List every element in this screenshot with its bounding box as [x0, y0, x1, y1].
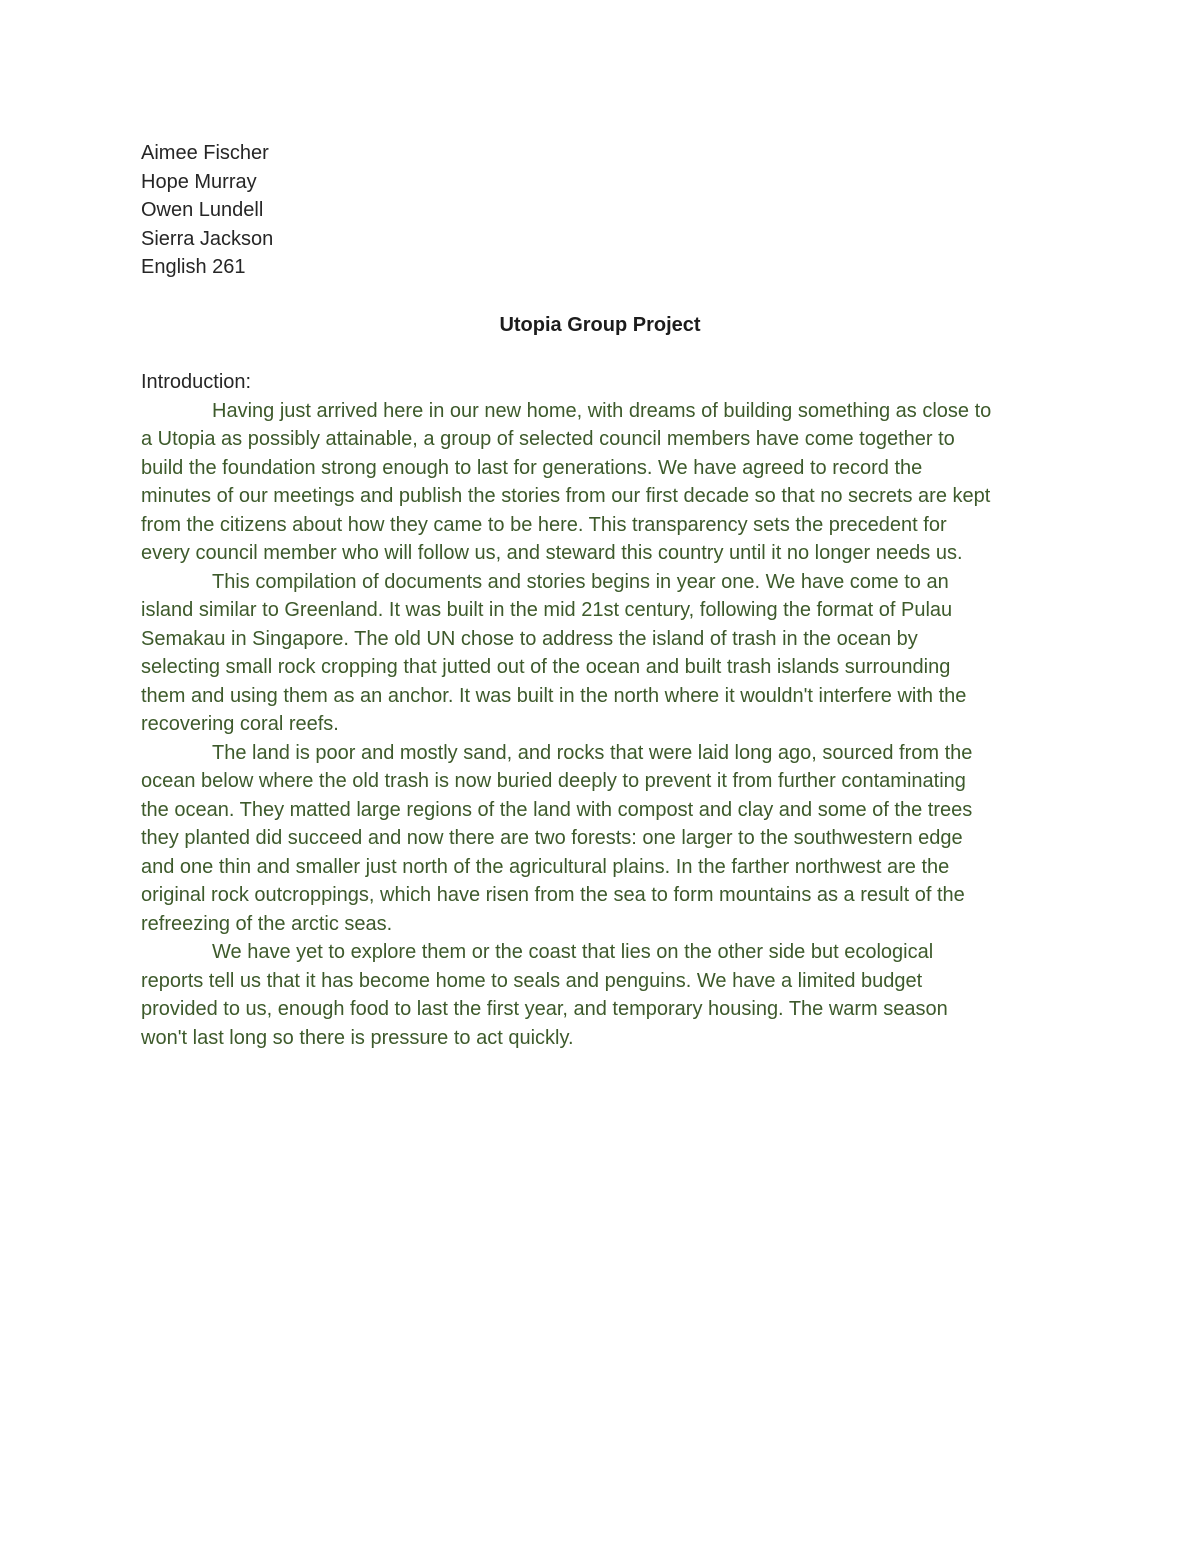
paragraph-line: reports tell us that it has become home to seals and penguins. We have a limited budget: [141, 969, 923, 992]
paragraph-line: from the citizens about how they came to be here. This transparency sets the precedent for: [141, 513, 947, 536]
author-name: Owen Lundell: [141, 199, 264, 221]
author-name: Hope Murray: [141, 170, 257, 193]
paragraph-line: build the foundation strong enough to last for generations. We have agreed to record the: [141, 456, 923, 479]
paragraph-line: recovering coral reefs.: [141, 713, 339, 735]
document-title: Utopia Group Project: [499, 314, 701, 336]
paragraph-line: won't last long so there is pressure to act quickly.: [141, 1026, 574, 1049]
course-name: English 261: [141, 256, 246, 278]
author-header: [141, 139, 1061, 282]
paragraph-line: This compilation of documents and stories begins in year one. We have come to an: [212, 570, 949, 593]
paragraph-line: they planted did succeed and now there are two forests: one larger to the southwestern edge: [141, 827, 963, 849]
author-name: Aimee Fischer: [141, 142, 269, 164]
paragraph-line: The land is poor and mostly sand, and rocks that were laid long ago, sourced from the: [212, 741, 973, 764]
paragraph-line: and one thin and smaller just north of the agricultural plains. In the farther northwest are the: [141, 855, 950, 878]
paragraph-line: refreezing of the arctic seas.: [141, 912, 393, 935]
paragraph-line: Having just arrived here in our new home, with dreams of building something as close to: [212, 399, 992, 422]
paragraph-line: every council member who will follow us, and steward this country until it no longer needs us.: [141, 542, 963, 564]
paragraph-line: minutes of our meetings and publish the stories from our first decade so that no secrets are kept: [141, 485, 991, 507]
paragraph-line: We have yet to explore them or the coast that lies on the other side but ecological: [212, 941, 934, 963]
paragraph-line: selecting small rock cropping that jutted out of the ocean and built trash islands surrounding: [141, 656, 951, 678]
paragraph-line: Semakau in Singapore. The old UN chose to address the island of trash in the ocean by: [141, 627, 918, 650]
author-name: Sierra Jackson: [141, 227, 274, 250]
paragraph-line: island similar to Greenland. It was built in the mid 21st century, following the format of Pulau: [141, 599, 953, 621]
paragraph-line: ocean below where the old trash is now buried deeply to prevent it from further contaminating: [141, 770, 966, 792]
paragraph-line: the ocean. They matted large regions of the land with compost and clay and some of the trees: [141, 798, 973, 821]
paragraph-line: them and using them as an anchor. It was built in the north where it wouldn't interfere with the: [141, 684, 967, 707]
paragraph-line: provided to us, enough food to last the first year, and temporary housing. The warm season: [141, 998, 948, 1020]
paragraph-line: original rock outcroppings, which have risen from the sea to form mountains as a result of the: [141, 884, 965, 906]
body-text: [141, 397, 1071, 1053]
paragraph-line: a Utopia as possibly attainable, a group of selected council members have come together to: [141, 428, 955, 450]
section-heading: Introduction:: [141, 371, 252, 393]
